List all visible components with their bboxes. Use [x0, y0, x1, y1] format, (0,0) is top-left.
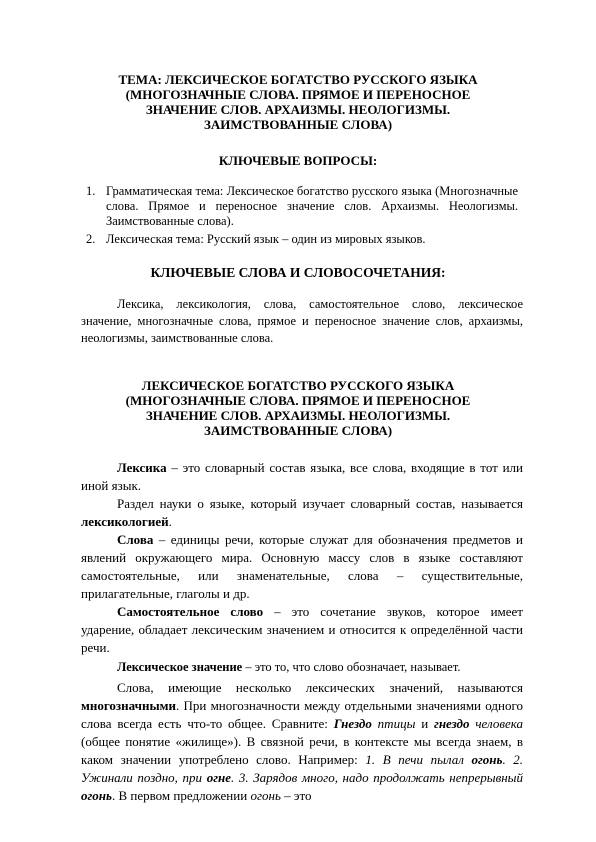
list-item-text: Лексическая тема: Русский язык – один из мировых языков. — [106, 232, 426, 246]
paragraph-slova — [81, 531, 523, 603]
key-questions-list — [86, 184, 518, 247]
section-title-line-1: ЛЕКСИЧЕСКОЕ БОГАТСТВО РУССКОГО ЯЗЫКА — [141, 378, 455, 393]
example-sentence: . 3. Зарядов много, надо продолжать непрерывный — [230, 770, 523, 785]
term-leksicheskoe-znachenie: Лексическое значение — [117, 660, 243, 674]
list-item-number: 2. — [86, 232, 96, 246]
term-samostoyatelnoe-slovo: Самостоятельное слово — [117, 604, 264, 619]
example-sentence: 1. В печи пылал — [365, 752, 472, 767]
main-title-line-4: ЗАИМСТВОВАННЫЕ СЛОВА) — [203, 117, 393, 132]
example-word: гнездо — [434, 716, 470, 731]
paragraph-mnogoznachnye — [81, 679, 523, 805]
list-item — [86, 184, 518, 229]
paragraph-text: Слова, имеющие несколько лексических значений, называются — [117, 680, 523, 695]
term-slova: Слова — [117, 532, 154, 547]
example-word: огонь — [81, 788, 112, 803]
paragraph-text: Раздел науки о языке, который изучает словарный состав, называется — [117, 496, 523, 511]
list-item-number: 1. — [86, 184, 96, 198]
paragraph-lexikologiya — [81, 495, 523, 531]
paragraph-text: – это словарный состав языка, все слова, входящие в тот или иной язык. — [81, 460, 523, 493]
term-lexika: Лексика — [117, 460, 167, 475]
section-title — [80, 378, 516, 438]
keywords-heading: КЛЮЧЕВЫЕ СЛОВА И СЛОВОСОЧЕТАНИЯ: — [150, 265, 446, 280]
paragraph-text: (общее понятие «жилище»). В связной речи, в контексте мы всегда знаем, в каком значении употреблено слово. Например: — [81, 734, 523, 767]
paragraph-text: – единицы речи, которые служат для обозначения предметов и явлений окружающего мира. Основную массу слов в языке составляют самостоятельные, или знаменательные, слова – существительные, прилагательные, глаголы и др. — [81, 532, 523, 601]
paragraph-text: . — [168, 514, 172, 529]
list-item — [86, 232, 518, 247]
paragraph-text: . В первом предложении — [111, 788, 251, 803]
term-lexikologiya: лексикологией — [81, 514, 169, 529]
main-title-line-3: ЗНАЧЕНИЕ СЛОВ. АРХАИЗМЫ. НЕОЛОГИЗМЫ. — [145, 102, 451, 117]
paragraph-text: и — [415, 716, 435, 731]
example-word: Гнездо — [333, 716, 372, 731]
example-sentence: . 2. Ужинали поздно, при — [81, 752, 524, 785]
example-word: огонь — [250, 788, 281, 803]
section-title-line-3: ЗНАЧЕНИЕ СЛОВ. АРХАИЗМЫ. НЕОЛОГИЗМЫ. — [145, 408, 451, 423]
paragraph-leksicheskoe-znachenie — [81, 658, 523, 676]
paragraph-text: – это то, что слово обозначает, называет. — [242, 660, 461, 674]
section-title-line-4: ЗАИМСТВОВАННЫЕ СЛОВА) — [203, 423, 393, 438]
paragraph-text: – это — [280, 788, 312, 803]
main-title-line-1: ТЕМА: ЛЕКСИЧЕСКОЕ БОГАТСТВО РУССКОГО ЯЗЫКА — [118, 72, 478, 87]
paragraph-lexika — [81, 459, 523, 495]
example-word: птицы — [371, 716, 416, 731]
list-item-text: Грамматическая тема: Лексическое богатство русского языка (Многозначные слова. Прямое и переносное значение слов. Архаизмы. Неологизмы. Заимствованные слова). — [106, 184, 518, 228]
main-title — [80, 72, 516, 132]
key-questions-heading: КЛЮЧЕВЫЕ ВОПРОСЫ: — [218, 153, 378, 168]
paragraph-text: . При многозначности между отдельными значениями одного слова всегда есть что-то общее. Сравните: — [81, 698, 523, 731]
paragraph-samostoyatelnoe — [81, 603, 523, 657]
section-title-line-2: (МНОГОЗНАЧНЫЕ СЛОВА. ПРЯМОЕ И ПЕРЕНОСНОЕ — [125, 393, 471, 408]
term-mnogoznachnye: многозначными — [81, 698, 176, 713]
example-word: огне — [206, 770, 231, 785]
example-word: огонь — [471, 752, 503, 767]
example-word: человека — [469, 716, 523, 731]
main-title-line-2: (МНОГОЗНАЧНЫЕ СЛОВА. ПРЯМОЕ И ПЕРЕНОСНОЕ — [125, 87, 471, 102]
paragraph-text: – это сочетание звуков, которое имеет ударение, обладает лексическим значением и относится к определённой части речи. — [81, 604, 523, 655]
keywords-paragraph: Лексика, лексикология, слова, самостоятельное слово, лексическое значение, многозначные слова, прямое и переносное значение слов, архаизмы, неологизмы, заимствованные слова. — [81, 297, 523, 345]
